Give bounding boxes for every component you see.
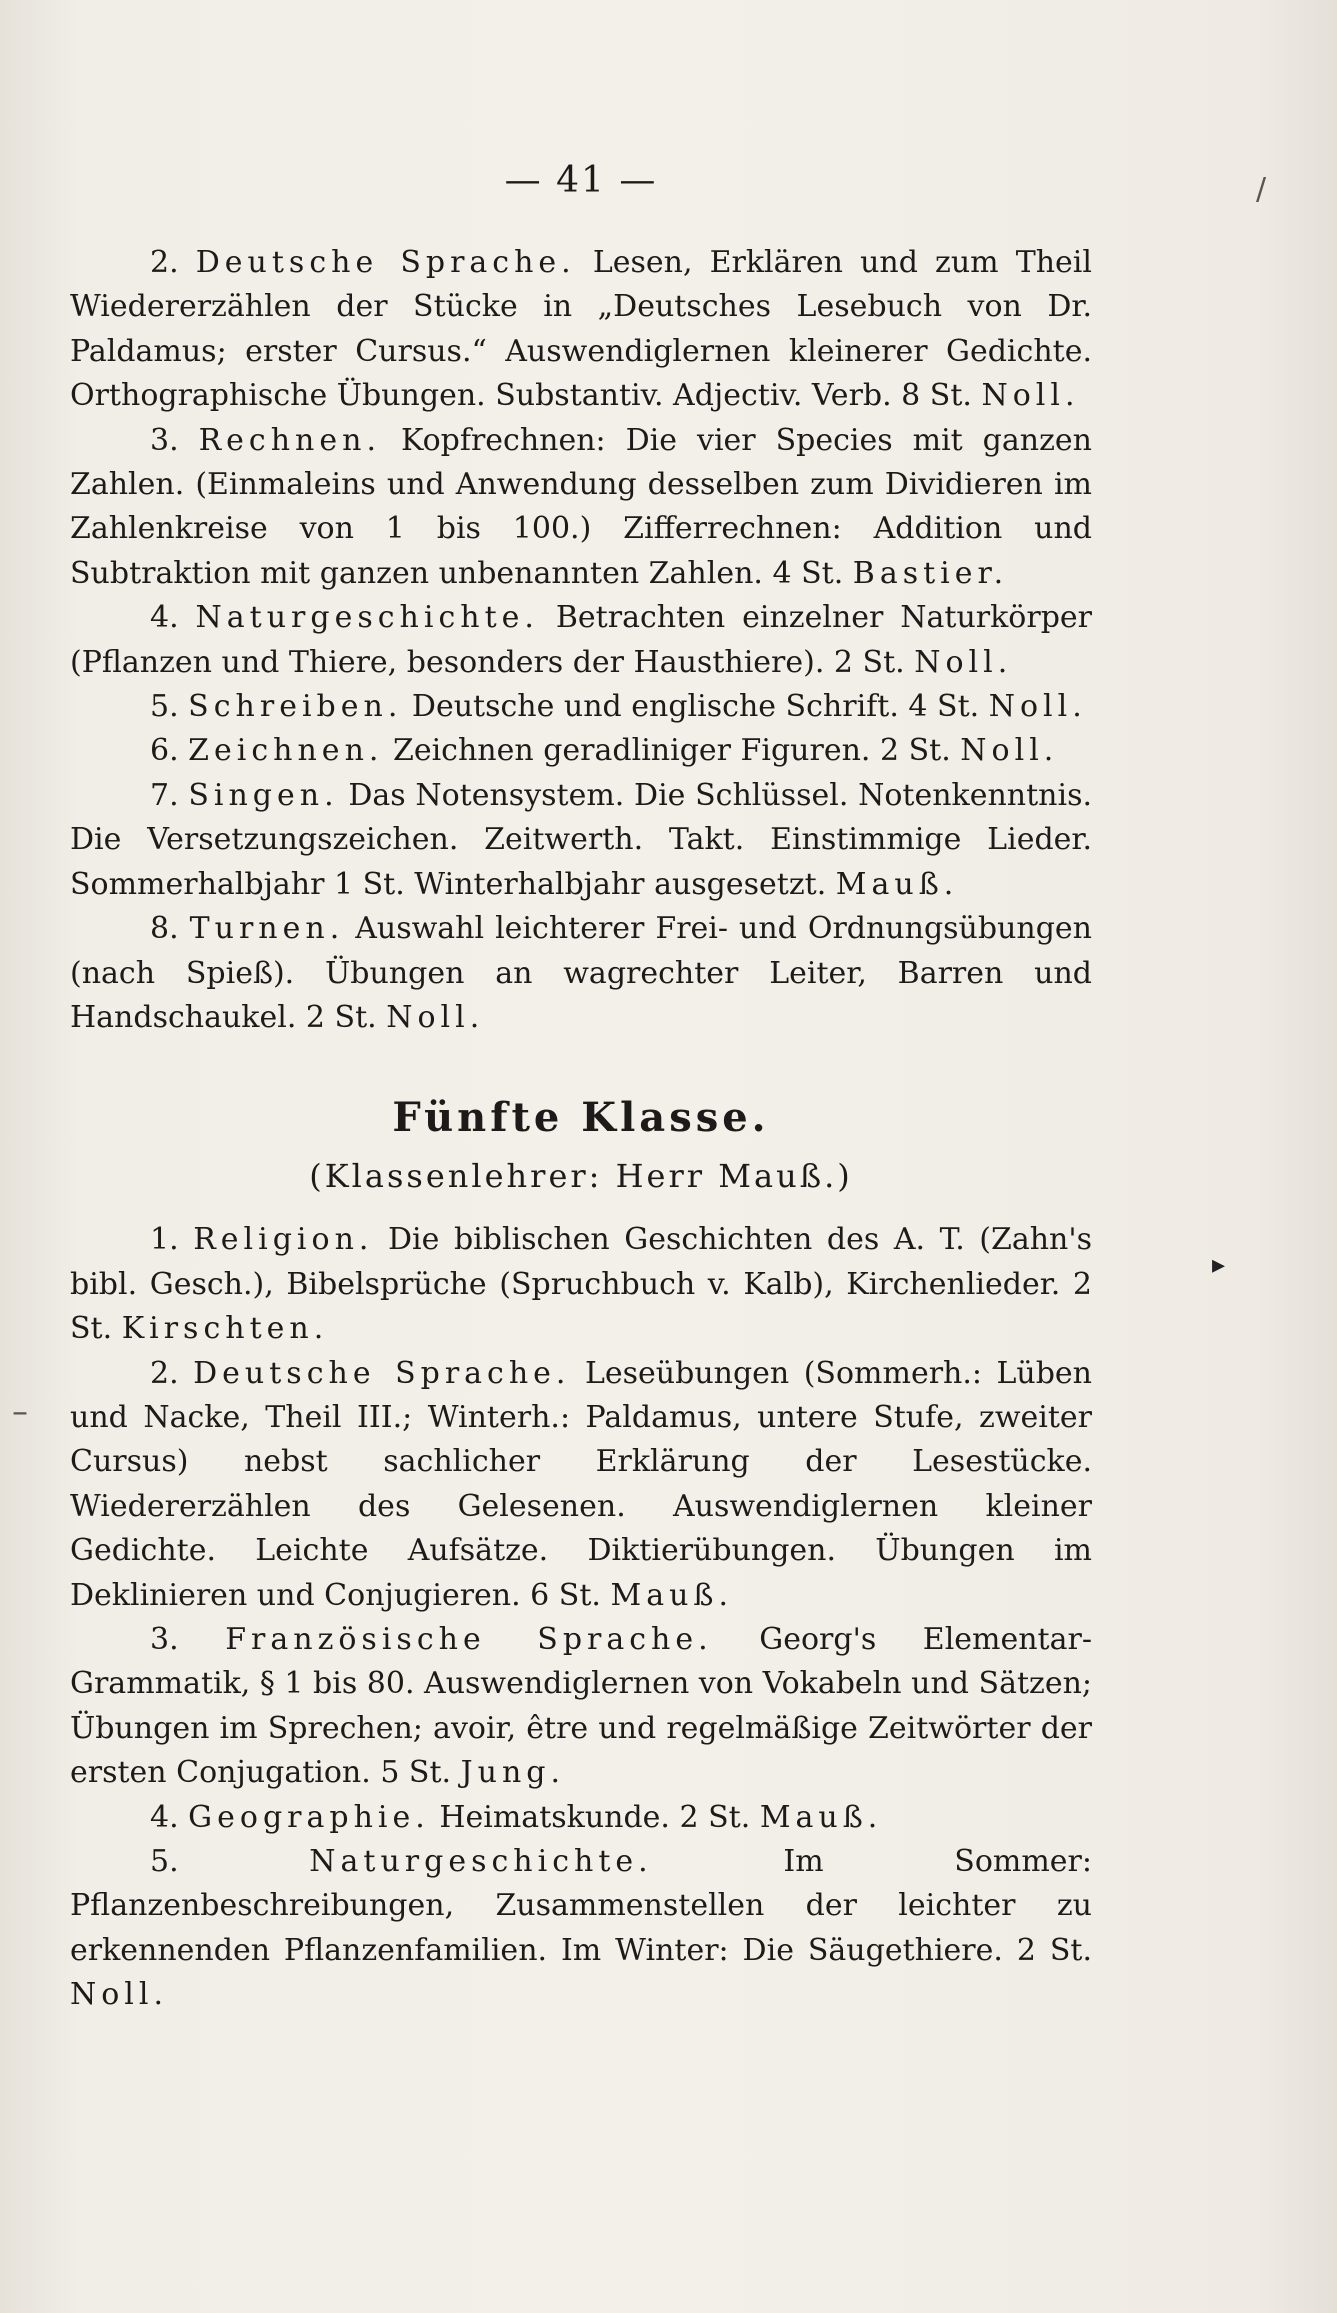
item-number: 3. — [150, 1621, 179, 1657]
item-body: Auswahl leichterer Frei- und Ordnungsübungen (nach Spieß). Übungen an wagrechter Leiter, Barren und Handschaukel. 2 St. — [70, 911, 1092, 1035]
margin-mark: – — [12, 1392, 28, 1430]
teacher-name: Noll. — [981, 378, 1080, 414]
list-item — [70, 907, 1092, 1040]
margin-mark: / — [1256, 172, 1267, 207]
item-body: Betrachten einzelner Naturkörper (Pflanzen und Thiere, besonders der Hausthiere). 2 St. — [70, 600, 1092, 680]
subject-name: Religion. — [193, 1222, 374, 1258]
item-body: Die biblischen Geschichten des A. T. (Zahn's bibl. Gesch.), Bibelsprüche (Spruchbuch v. Kalb), Kirchenlieder. 2 St. — [70, 1222, 1092, 1347]
item-body: Georg's Elementar-Grammatik, § 1 bis 80. Auswendiglernen von Vokabeln und Sätzen; Übungen im Sprechen; avoir, être und regelmäßige Zeitwörter der ersten Conjugation. 5 St. — [70, 1621, 1092, 1791]
item-number: 4. — [150, 1799, 179, 1835]
list-item — [70, 774, 1092, 907]
item-body: Leseübungen (Sommerh.: Lüben und Nacke, Theil III.; Winterh.: Paldamus, untere Stufe, zweiter Cursus) nebst sachlicher Erklärung der Lesestücke. Wiedererzählen des Gelesenen. Auswendiglernen kleiner Gedichte. Leichte Aufsätze. Diktierübungen. Übungen im Deklinieren und Conjugieren. 6 St. — [70, 1355, 1093, 1613]
item-number: 8. — [150, 911, 179, 947]
teacher-name: Bastier. — [852, 555, 1009, 591]
list-item — [70, 1796, 1092, 1840]
subject-name: Zeichnen. — [188, 733, 384, 769]
page-content — [70, 160, 1092, 2018]
item-body: Heimatskunde. 2 St. — [439, 1799, 751, 1835]
teacher-name: Mauß. — [835, 866, 959, 902]
fifth-class-section — [70, 1218, 1092, 2017]
item-body: Das Notensystem. Die Schlüssel. Notenkenntnis. Die Versetzungszeichen. Zeitwerth. Takt. Einstimmige Lieder. Sommerhalbjahr 1 St. Winterhalbjahr ausgesetzt. — [70, 777, 1092, 902]
teacher-name: Noll. — [70, 1977, 169, 2013]
subject-name: Deutsche Sprache. — [195, 245, 576, 280]
item-number: 5. — [150, 689, 179, 725]
list-item — [70, 685, 1092, 729]
margin-mark: ▸ — [1212, 1250, 1226, 1280]
item-body: Im Sommer: Pflanzenbeschreibungen, Zusammenstellen der leichter zu erkennenden Pflanzenfamilien. Im Winter: Die Säugethiere. 2 St. — [70, 1844, 1092, 1968]
teacher-name: Mauß. — [610, 1577, 733, 1613]
list-item — [70, 1618, 1092, 1796]
subject-name: Rechnen. — [198, 422, 381, 458]
subject-name: Schreiben. — [188, 689, 403, 725]
item-body: Kopfrechnen: Die vier Species mit ganzen Zahlen. (Einmaleins und Anwendung desselben zum Dividieren im Zahlenkreise von 1 bis 100.) Zifferrechnen: Addition und Subtraktion mit ganzen unbenannten Zahlen. 4 St. — [70, 422, 1092, 591]
subject-name: Naturgeschichte. — [309, 1844, 653, 1879]
teacher-name: Mauß. — [759, 1799, 883, 1835]
list-item — [70, 1840, 1092, 2018]
teacher-name: Noll. — [960, 733, 1059, 769]
item-number: 6. — [150, 733, 179, 769]
class-heading: Fünfte Klasse. — [392, 1094, 770, 1142]
subject-name: Geographie. — [188, 1799, 430, 1835]
item-body: Lesen, Erklären und zum Theil Wiedererzählen der Stücke in „Deutsches Lesebuch von Dr. Paldamus; erster Cursus.“ Auswendiglernen kleinerer Gedichte. Orthographische Übungen. Substantiv. Adjectiv. Verb. 8 St. — [70, 245, 1092, 414]
subject-name: Turnen. — [189, 911, 345, 947]
item-number: 1. — [150, 1222, 179, 1258]
item-number: 4. — [150, 600, 179, 636]
fourth-class-section — [70, 241, 1092, 1040]
list-item — [70, 1218, 1092, 1351]
item-number: 2. — [150, 245, 179, 280]
list-item — [70, 1352, 1092, 1618]
item-number: 7. — [150, 777, 179, 813]
item-number: 5. — [150, 1844, 179, 1879]
subject-name: Singen. — [188, 777, 339, 813]
teacher-name: Noll. — [988, 689, 1087, 725]
list-item — [70, 241, 1092, 419]
subject-name: Französische Sprache. — [225, 1621, 713, 1657]
teacher-name: Noll. — [914, 644, 1013, 680]
list-item — [70, 729, 1092, 773]
class-teacher-line: (Klassenlehrer: Herr Mauß.) — [309, 1157, 853, 1196]
item-number: 3. — [150, 422, 179, 458]
teacher-name: Jung. — [460, 1755, 566, 1791]
list-item — [70, 419, 1092, 597]
teacher-name: Noll. — [386, 999, 485, 1035]
page-number: — 41 — — [504, 160, 658, 201]
subject-name: Naturgeschichte. — [195, 600, 539, 636]
teacher-name: Kirschten. — [121, 1311, 329, 1347]
list-item — [70, 596, 1092, 685]
item-body: Zeichnen geradliniger Figuren. 2 St. — [392, 733, 951, 769]
item-body: Deutsche und englische Schrift. 4 St. — [411, 689, 980, 725]
item-number: 2. — [150, 1355, 179, 1391]
subject-name: Deutsche Sprache. — [193, 1355, 571, 1391]
